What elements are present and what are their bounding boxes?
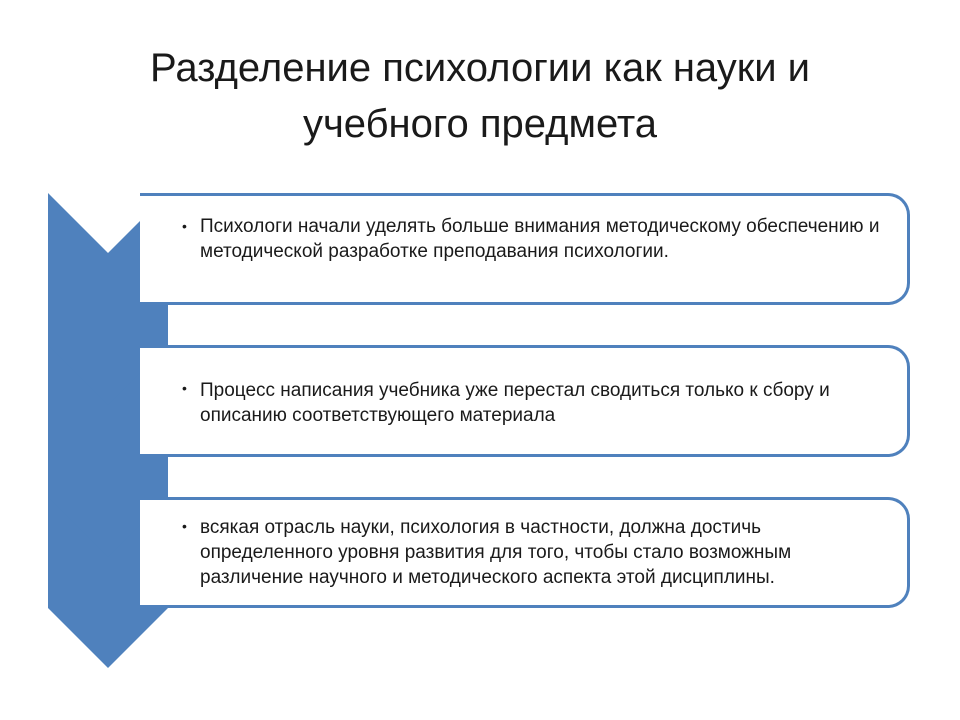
- step-box-3: [140, 497, 910, 608]
- step-text-2: Процесс написания учебника уже перестал сводиться только к сбору и описанию соответствующего материала: [200, 380, 830, 426]
- bullet-1: •: [182, 218, 187, 234]
- step-box-1: [140, 193, 910, 305]
- bullet-2: •: [182, 380, 187, 396]
- step-box-2: [140, 345, 910, 457]
- step-text-3: всякая отрасль науки, психология в частности, должна достичь определенного уровня развития для того, чтобы стало возможным различение научного и методического аспекта этой дисциплины.: [200, 517, 792, 588]
- step-text-1: Психологи начали уделять больше внимания методическому обеспечению и методической разработке преподавания психологии.: [200, 216, 880, 262]
- bullet-3: •: [182, 518, 187, 534]
- slide-title: Разделение психологии как науки и учебного предмета: [149, 46, 811, 146]
